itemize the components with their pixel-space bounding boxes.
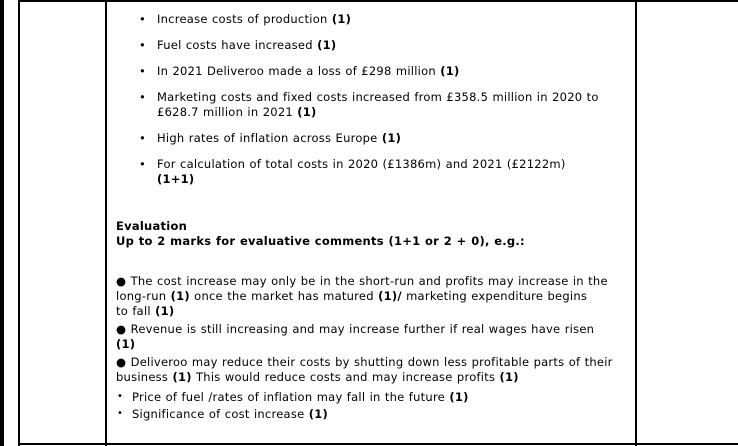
table-border-bottom <box>18 443 738 445</box>
list-item <box>116 64 629 79</box>
list-item-text: Price of fuel /rates of inflation may fall in the future (1) <box>132 390 469 404</box>
list-item <box>116 131 629 146</box>
list-item-text: For calculation of total costs in 2020 (£1386m) and 2021 (£2122m) (1+1) <box>157 157 566 186</box>
list-item-text: Increase costs of production (1) <box>157 12 352 26</box>
list-item <box>116 407 629 422</box>
page-edge-bar <box>0 0 4 446</box>
bullet-icon: • <box>117 391 124 402</box>
evaluation-bullet-list <box>116 390 629 422</box>
evaluation-subheading: Up to 2 marks for evaluative comments (1+1 or 2 + 0), e.g.: <box>116 234 525 248</box>
list-item-text: Significance of cost increase (1) <box>132 407 328 421</box>
evaluation-heading-block <box>116 219 629 249</box>
bullet-icon: • <box>139 38 147 52</box>
answer-cell <box>107 0 635 443</box>
evaluation-heading: Evaluation <box>116 219 188 233</box>
list-item-text: High rates of inflation across Europe (1) <box>157 131 402 145</box>
evaluation-paragraph: ● Deliveroo may reduce their costs by shutting down less profitable parts of their business (1) This would reduce costs and may increase profits (1) <box>116 355 613 384</box>
question-number-cell <box>20 2 105 443</box>
bullet-icon: • <box>139 12 147 26</box>
mark-cell <box>637 2 738 443</box>
list-item <box>116 38 629 53</box>
bullet-icon: • <box>139 90 147 104</box>
list-item <box>116 390 629 405</box>
bullet-icon: • <box>139 64 147 78</box>
evaluation-paragraph: ● Revenue is still increasing and may increase further if real wages have risen (1) <box>116 322 595 351</box>
evaluation-paragraph: ● The cost increase may only be in the short-run and profits may increase in the long-run (1) once the market has matured (1)/ marketing expenditure begins to fall (1) <box>116 274 608 318</box>
list-item <box>116 157 629 187</box>
bullet-icon: • <box>139 157 147 171</box>
bullet-icon: • <box>117 408 124 419</box>
list-item-text: Marketing costs and fixed costs increased from £358.5 million in 2020 to £628.7 million in 2021 (1) <box>157 90 599 119</box>
list-item <box>116 12 629 27</box>
list-item-text: Fuel costs have increased (1) <box>157 38 337 52</box>
knowledge-bullet-list <box>116 12 629 187</box>
bullet-icon: • <box>139 131 147 145</box>
list-item-text: In 2021 Deliveroo made a loss of £298 million (1) <box>157 64 460 78</box>
list-item <box>116 90 629 120</box>
